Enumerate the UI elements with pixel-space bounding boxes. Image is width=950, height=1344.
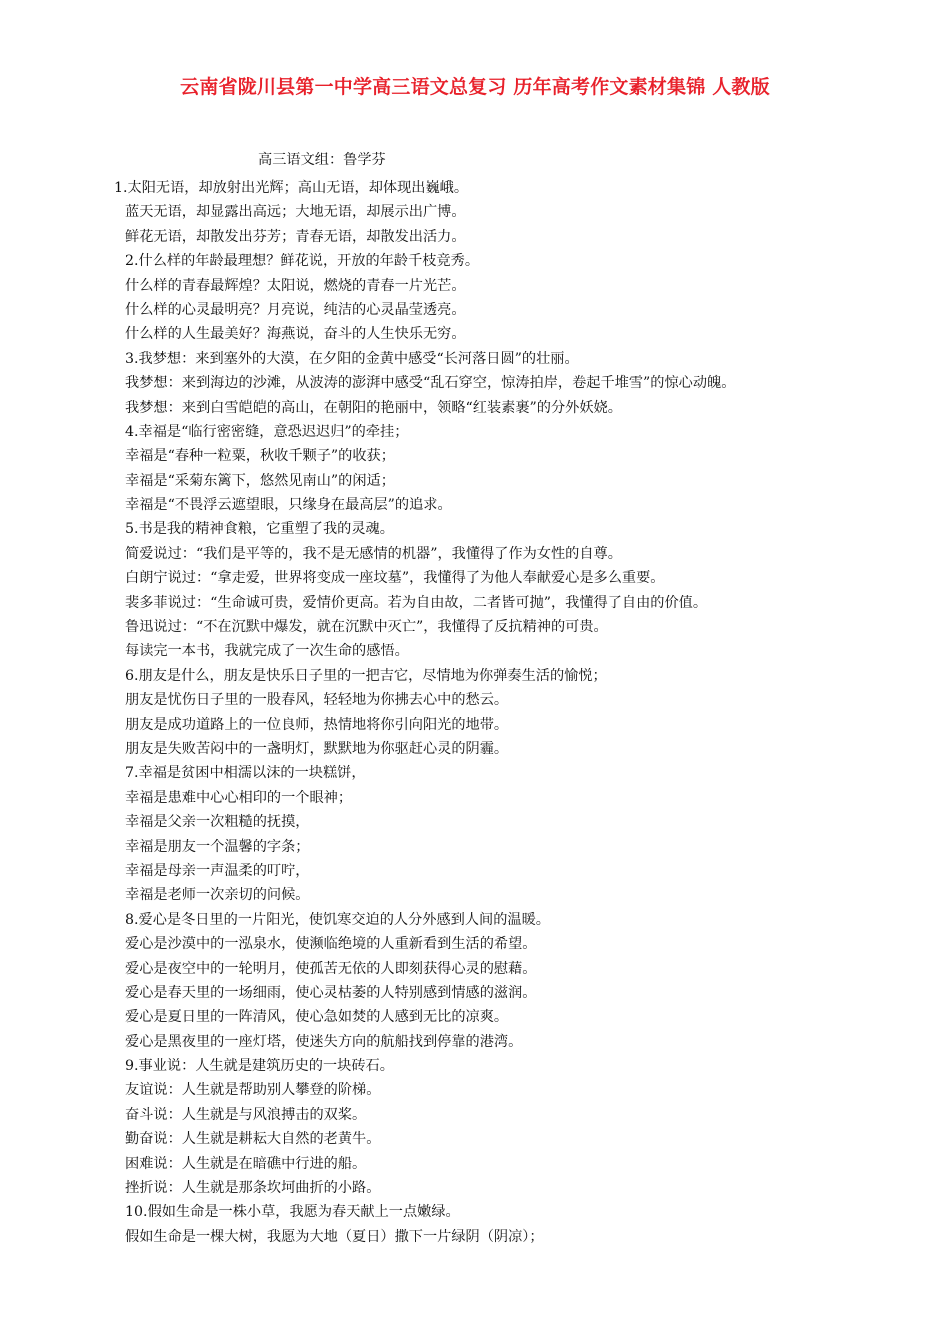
text-line: 9.事业说：人生就是建筑历史的一块砖石。 xyxy=(125,1058,394,1075)
text-line: 挫折说：人生就是那条坎坷曲折的小路。 xyxy=(125,1180,381,1197)
text-line: 裴多菲说过：“生命诚可贵，爱情价更高。若为自由故，二者皆可抛”，我懂得了自由的价值。 xyxy=(125,594,708,611)
text-line: 困难说：人生就是在暗礁中行进的船。 xyxy=(125,1155,367,1172)
text-line: 奋斗说：人生就是与风浪搏击的双桨。 xyxy=(125,1106,367,1123)
text-line: 朋友是失败苦闷中的一盏明灯，默默地为你驱赶心灵的阴霾。 xyxy=(125,740,509,757)
text-line: 鲜花无语，却散发出芬芳；青春无语，却散发出活力。 xyxy=(125,228,466,245)
document-title: 云南省陇川县第一中学高三语文总复习 历年高考作文素材集锦 人教版 xyxy=(180,76,770,98)
text-line: 朋友是忧伤日子里的一股春风，轻轻地为你拂去心中的愁云。 xyxy=(125,692,509,709)
text-line: 假如生命是一棵大树，我愿为大地（夏日）撒下一片绿阴（阴凉）； xyxy=(125,1228,544,1245)
text-line: 什么样的人生最美好？海燕说，奋斗的人生快乐无穷。 xyxy=(125,326,466,343)
text-line: 蓝天无语，却显露出高远；大地无语，却展示出广博。 xyxy=(125,204,466,221)
text-line: 每读完一本书，我就完成了一次生命的感悟。 xyxy=(125,643,409,660)
text-line: 爱心是春天里的一场细雨，使心灵枯萎的人特别感到情感的滋润。 xyxy=(125,984,537,1001)
text-line: 爱心是夜空中的一轮明月，使孤苦无依的人即刻获得心灵的慰藉。 xyxy=(125,960,537,977)
text-line: 6.朋友是什么，朋友是快乐日子里的一把吉它，尽情地为你弹奏生活的愉悦； xyxy=(125,667,607,684)
text-line: 我梦想：来到白雪皑皑的高山，在朝阳的艳丽中，领略“红装素裹”的分外妖娆。 xyxy=(125,399,622,416)
text-line: 幸福是父亲一次粗糙的抚摸， xyxy=(125,814,310,831)
text-line: 鲁迅说过：“不在沉默中爆发，就在沉默中灭亡”，我懂得了反抗精神的可贵。 xyxy=(125,619,608,636)
text-line: 幸福是“不畏浮云遮望眼，只缘身在最高层”的追求。 xyxy=(125,497,452,514)
text-line: 我梦想：来到海边的沙滩，从波涛的澎湃中感受“乱石穿空，惊涛拍岸，卷起千堆雪”的惊心动魄。 xyxy=(125,375,736,392)
text-line: 爱心是黑夜里的一座灯塔，使迷失方向的航船找到停靠的港湾。 xyxy=(125,1033,523,1050)
text-line: 幸福是老师一次亲切的问候。 xyxy=(125,887,310,904)
text-line: 5.书是我的精神食粮，它重塑了我的灵魂。 xyxy=(125,521,394,538)
text-line: 1.太阳无语，却放射出光辉；高山无语，却体现出巍峨。 xyxy=(114,180,469,196)
text-line: 2.什么样的年龄最理想？鲜花说，开放的年龄千枝竞秀。 xyxy=(125,253,480,270)
text-line: 幸福是患难中心心相印的一个眼神； xyxy=(125,789,353,806)
text-line: 幸福是“春种一粒粟，秋收千颗子”的收获； xyxy=(125,448,395,465)
text-line: 3.我梦想：来到塞外的大漠，在夕阳的金黄中感受“长河落日圆”的壮丽。 xyxy=(125,350,579,367)
text-line: 爱心是夏日里的一阵清风，使心急如焚的人感到无比的凉爽。 xyxy=(125,1009,509,1026)
text-line: 什么样的心灵最明亮？月亮说，纯洁的心灵晶莹透亮。 xyxy=(125,301,466,318)
document-body xyxy=(114,176,914,1249)
text-line: 幸福是母亲一声温柔的叮咛， xyxy=(125,862,310,879)
text-line: 简爱说过：“我们是平等的，我不是无感情的机器”，我懂得了作为女性的自尊。 xyxy=(125,545,622,562)
text-line: 8.爱心是冬日里的一片阳光，使饥寒交迫的人分外感到人间的温暖。 xyxy=(125,911,550,928)
text-line: 勤奋说：人生就是耕耘大自然的老黄牛。 xyxy=(125,1131,381,1148)
text-line: 幸福是朋友一个温馨的字条； xyxy=(125,838,310,855)
text-line: 4.幸福是“临行密密缝，意恐迟迟归”的牵挂； xyxy=(125,423,409,440)
text-line: 友谊说：人生就是帮助别人攀登的阶梯。 xyxy=(125,1082,381,1099)
document-author: 高三语文组：鲁学芬 xyxy=(258,152,386,168)
text-line: 白朗宁说过：“拿走爱，世界将变成一座坟墓”，我懂得了为他人奉献爱心是多么重要。 xyxy=(125,570,665,587)
text-line: 幸福是“采菊东篱下，悠然见南山”的闲适； xyxy=(125,472,395,489)
text-line: 朋友是成功道路上的一位良师，热情地将你引向阳光的地带。 xyxy=(125,716,509,733)
text-line: 什么样的青春最辉煌？太阳说，燃烧的青春一片光芒。 xyxy=(125,277,466,294)
text-line: 爱心是沙漠中的一泓泉水，使濒临绝境的人重新看到生活的希望。 xyxy=(125,936,537,953)
text-line: 7.幸福是贫困中相濡以沫的一块糕饼， xyxy=(125,765,366,782)
text-line: 10.假如生命是一株小草，我愿为春天献上一点嫩绿。 xyxy=(125,1204,460,1221)
